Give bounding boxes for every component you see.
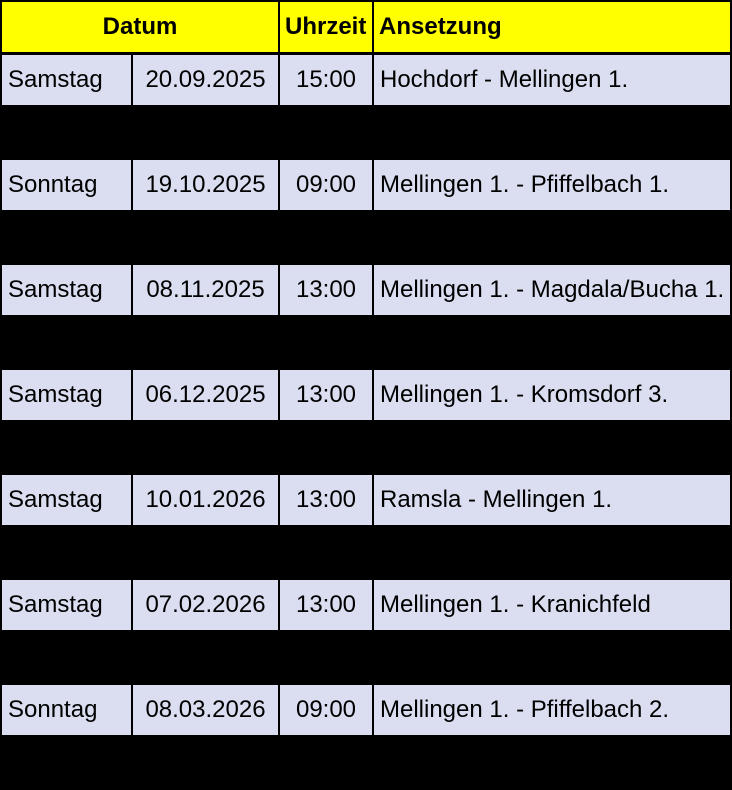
cell-day: Samstag — [2, 370, 131, 420]
cell-match: Mellingen 1. - Kranichfeld — [374, 580, 730, 630]
cell-time: 13:00 — [280, 580, 372, 630]
header-ansetzung: Ansetzung — [374, 2, 730, 52]
header-datum: Datum — [2, 2, 278, 52]
cell-date: 08.03.2026 — [133, 685, 278, 735]
cell-day: Samstag — [2, 580, 131, 630]
cell-date: 19.10.2025 — [133, 160, 278, 210]
cell-match: Mellingen 1. - Kromsdorf 3. — [374, 370, 730, 420]
cell-date: 10.01.2026 — [133, 475, 278, 525]
cell-day: Sonntag — [2, 160, 131, 210]
cell-date: 07.02.2026 — [133, 580, 278, 630]
cell-date: 08.11.2025 — [133, 265, 278, 315]
table-header-row — [2, 2, 730, 52]
cell-time: 13:00 — [280, 370, 372, 420]
cell-time: 09:00 — [280, 685, 372, 735]
table-row — [2, 55, 730, 105]
table-row — [2, 580, 730, 630]
header-uhrzeit: Uhrzeit — [280, 2, 372, 52]
table-row — [2, 475, 730, 525]
cell-time: 15:00 — [280, 55, 372, 105]
cell-match: Hochdorf - Mellingen 1. — [374, 55, 730, 105]
table-row — [2, 685, 730, 735]
table-row — [2, 265, 730, 315]
table-body — [2, 55, 730, 735]
cell-day: Samstag — [2, 265, 131, 315]
cell-date: 06.12.2025 — [133, 370, 278, 420]
table-row — [2, 160, 730, 210]
cell-day: Samstag — [2, 55, 131, 105]
cell-time: 13:00 — [280, 265, 372, 315]
cell-match: Ramsla - Mellingen 1. — [374, 475, 730, 525]
cell-match: Mellingen 1. - Pfiffelbach 2. — [374, 685, 730, 735]
cell-day: Samstag — [2, 475, 131, 525]
cell-match: Mellingen 1. - Pfiffelbach 1. — [374, 160, 730, 210]
cell-day: Sonntag — [2, 685, 131, 735]
table-row — [2, 370, 730, 420]
cell-match: Mellingen 1. - Magdala/Bucha 1. — [374, 265, 730, 315]
cell-date: 20.09.2025 — [133, 55, 278, 105]
cell-time: 09:00 — [280, 160, 372, 210]
cell-time: 13:00 — [280, 475, 372, 525]
